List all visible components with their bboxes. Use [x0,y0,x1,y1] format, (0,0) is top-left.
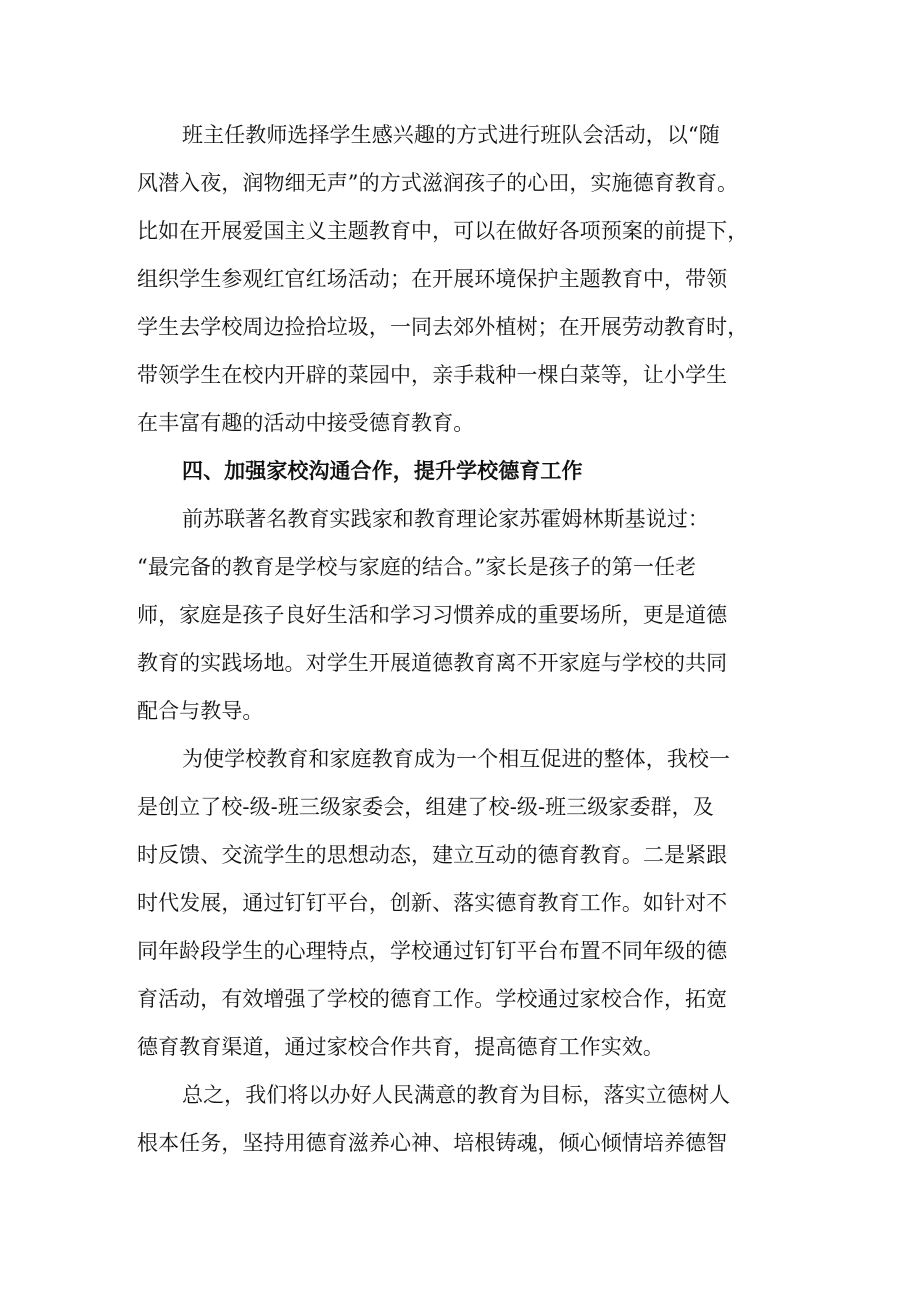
paragraph-line: 师，家庭是孩子良好生活和学习习惯养成的重要场所，更是道德 [137,603,728,627]
paragraph-line: 配合与教导。 [137,699,264,723]
paragraph-line: 同年龄段学生的心理特点，学校通过钉钉平台布置不同年级的德 [137,939,728,963]
paragraph-line: 时代发展，通过钉钉平台，创新、落实德育教育工作。如针对不 [137,891,728,915]
paragraph-line: 根本任务，坚持用德育滋养心神、培根铸魂，倾心倾情培养德智 [137,1131,728,1155]
paragraph-line: 班主任教师选择学生感兴趣的方式进行班队会活动，以“随 [182,123,720,147]
paragraph-line: 教育的实践场地。对学生开展道德教育离不开家庭与学校的共同 [137,651,728,675]
paragraph-line: 德育教育渠道，通过家校合作共育，提高德育工作实效。 [137,1035,664,1059]
paragraph-line: “最完备的教育是学校与家庭的结合。”家长是孩子的第一任老 [137,555,697,579]
paragraph-line: 带领学生在校内开辟的菜园中，亲手栽种一棵白菜等，让小学生 [137,363,728,387]
paragraph-line: 是创立了校-级-班三级家委会，组建了校-级-班三级家委群，及 [137,795,714,819]
paragraph-line: 比如在开展爱国主义主题教育中，可以在做好各项预案的前提下， [137,219,749,243]
section-heading: 四、加强家校沟通合作，提升学校德育工作 [182,459,583,483]
paragraph-line: 组织学生参观红官红场活动；在开展环境保护主题教育中，带领 [137,267,728,291]
paragraph-line: 为使学校教育和家庭教育成为一个相互促进的整体，我校一 [182,747,731,771]
paragraph-line: 育活动，有效增强了学校的德育工作。学校通过家校合作，拓宽 [137,987,728,1011]
paragraph-line: 在丰富有趣的活动中接受德育教育。 [137,411,475,435]
paragraph-line: 学生去学校周边捡拾垃圾，一同去郊外植树；在开展劳动教育时， [137,315,749,339]
paragraph-line: 总之，我们将以办好人民满意的教育为目标，落实立德树人 [182,1083,731,1107]
paragraph-line: 时反馈、交流学生的思想动态，建立互动的德育教育。二是紧跟 [137,843,728,867]
paragraph-line: 风潜入夜，润物细无声”的方式滋润孩子的心田，实施德育教育。 [137,171,739,195]
paragraph-line: 前苏联著名教育实践家和教育理论家苏霍姆林斯基说过： [182,507,709,531]
